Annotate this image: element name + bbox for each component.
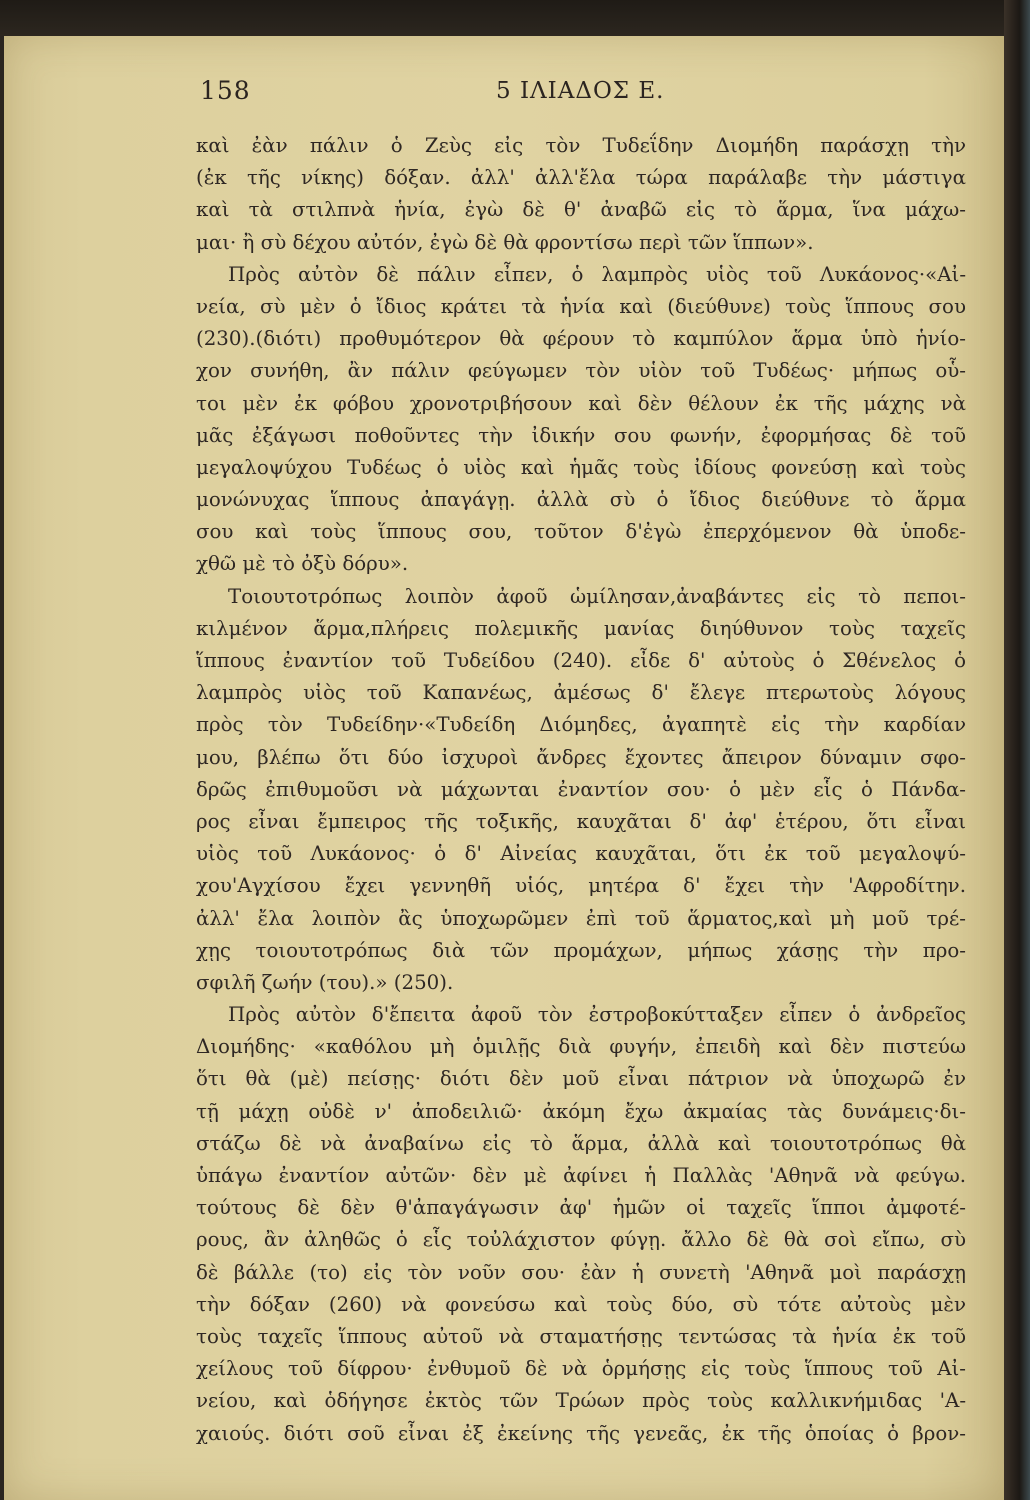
text-line: πρὸς τὸν Τυδείδην·«Τυδείδη Διόμηδες, ἀγαπητὲ εἰς τὴν καρδίαν	[196, 713, 966, 737]
text-line: Τοιουτοτρόπως λοιπὸν ἀφοῦ ὡμίλησαν,ἀναβάντες εἰς τὸ πεποι-	[228, 584, 966, 608]
text-line: τοὺς ταχεῖς ἵππους αὐτοῦ νὰ σταματήσῃς τεντώσας τὰ ἡνία ἐκ τοῦ	[196, 1324, 966, 1348]
binding-edge	[1004, 0, 1030, 1500]
text-line: χῃς τοιουτοτρόπως διὰ τῶν προμάχων, μήπως χάσῃς τὴν προ-	[196, 938, 966, 962]
text-line: ρους, ἂν ἀληθῶς ὁ εἷς τοὐλάχιστον φύγῃ. ἄλλο δὲ θὰ σοὶ εἴπω, σὺ	[196, 1228, 966, 1252]
text-line: χθῶ μὲ τὸ ὀξὺ δόρυ».	[196, 552, 409, 576]
text-line: Πρὸς αὐτὸν δὲ πάλιν εἶπεν, ὁ λαμπρὸς υἱὸς τοῦ Λυκάονος·«Αἰ-	[228, 262, 966, 286]
text-line: μεγαλοψύχου Τυδέως ὁ υἱὸς καὶ ἡμᾶς τοὺς ἰδίους φονεύσῃ καὶ τοὺς	[196, 455, 966, 479]
text-line: μου, βλέπω ὅτι δύο ἰσχυροὶ ἄνδρες ἔχοντες ἄπειρον δύναμιν σφο-	[196, 745, 966, 769]
running-head: 5 ΙΛΙΑΔΟΣ Ε.	[496, 78, 665, 104]
text-line: μαι· ἢ σὺ δέχου αὐτόν, ἐγὼ δὲ θὰ φροντίσω περὶ τῶν ἵππων».	[196, 230, 814, 254]
text-line: (230).(διότι) προθυμότερον θὰ φέρουν τὸ καμπύλον ἅρμα ὑπὸ ἡνίο-	[196, 327, 966, 351]
text-line: ὑπάγω ἐναντίον αὐτῶν· δὲν μὲ ἀφίνει ἡ Παλλὰς 'Αθηνᾶ νὰ φεύγω.	[196, 1164, 966, 1187]
text-line: καὶ ἐὰν πάλιν ὁ Ζεὺς εἰς τὸν Τυδεΐδην Διομήδη παράσχῃ τὴν	[196, 134, 966, 157]
text-line: τοι μὲν ἐκ φόβου χρονοτριβήσουν καὶ δὲν θέλουν ἐκ τῆς μάχης νὰ	[196, 391, 966, 415]
text-line: ὅτι θὰ (μὲ) πείσῃς· διότι δὲν μοῦ εἶναι πάτριον νὰ ὑποχωρῶ ἐν	[196, 1067, 966, 1091]
text-line: χείλους τοῦ δίφρου· ἐνθυμοῦ δὲ νὰ ὁρμήσῃς εἰς τοὺς ἵππους τοῦ Αἰ-	[196, 1357, 966, 1381]
text-line: υἱὸς τοῦ Λυκάονος· ὁ δ' Αἰνείας καυχᾶται, ὅτι ἐκ τοῦ μεγαλοψύ-	[196, 842, 966, 866]
text-body	[196, 130, 966, 1450]
text-line: δρῶς ἐπιθυμοῦσι νὰ μάχωνται ἐναντίον σου· ὁ μὲν εἷς ὁ Πάνδα-	[196, 777, 966, 801]
text-line: χον συνήθη, ἂν πάλιν φεύγωμεν τὸν υἱὸν τοῦ Τυδέως· μήπως οὗ-	[196, 359, 966, 383]
text-line: Πρὸς αὐτὸν δ'ἔπειτα ἀφοῦ τὸν ἐστροβοκύτταξεν εἶπεν ὁ ἀνδρεῖος	[228, 1003, 966, 1027]
text-line: (ἐκ τῆς νίκης) δόξαν. ἀλλ' ἀλλ'ἔλα τώρα παράλαβε τὴν μάστιγα	[196, 166, 966, 190]
text-line: μονώνυχας ἵππους ἀπαγάγῃ. ἀλλὰ σὺ ὁ ἴδιος διεύθυνε τὸ ἅρμα	[196, 488, 966, 512]
text-line: τῇ μάχῃ οὐδὲ ν' ἀποδειλιῶ· ἀκόμη ἔχω ἀκμαίας τὰς δυνάμεις·δι-	[196, 1099, 966, 1123]
text-line: νεία, σὺ μὲν ὁ ἴδιος κράτει τὰ ἡνία καὶ (διεύθυνε) τοὺς ἵππους σου	[196, 294, 966, 318]
page-number: 158	[200, 76, 251, 105]
text-line: τούτους δὲ δὲν θ'ἀπαγάγωσιν ἀφ' ἡμῶν οἱ ταχεῖς ἵπποι ἀμφοτέ-	[196, 1196, 966, 1220]
text-line: χαιούς. διότι σοῦ εἶναι ἐξ ἐκείνης τῆς γενεᾶς, ἐκ τῆς ὁποίας ὁ βρον-	[196, 1421, 966, 1445]
text-line: λαμπρὸς υἱὸς τοῦ Καπανέως, ἀμέσως δ' ἔλεγε πτερωτοὺς λόγους	[196, 681, 966, 705]
text-line: τὴν δόξαν (260) νὰ φονεύσω καὶ τοὺς δύο, σὺ τότε αὐτοὺς μὲν	[196, 1292, 966, 1316]
text-line: Διομήδης· «καθόλου μὴ ὁμιλῇς διὰ φυγήν, ἐπειδὴ καὶ δὲν πιστεύω	[196, 1035, 966, 1059]
text-line: ρος εἶναι ἔμπειρος τῆς τοξικῆς, καυχᾶται δ' ἀφ' ἑτέρου, ὅτι εἶναι	[196, 809, 966, 833]
text-line: καὶ τὰ στιλπνὰ ἡνία, ἐγὼ δὲ θ' ἀναβῶ εἰς τὸ ἅρμα, ἵνα μάχω-	[196, 198, 966, 222]
text-line: σου καὶ τοὺς ἵππους σου, τοῦτον δ'ἐγὼ ἐπερχόμενον θὰ ὑποδε-	[196, 520, 966, 544]
scan-top-border	[0, 0, 1030, 36]
text-line: δὲ βάλλε (το) εἰς τὸν νοῦν σου· ἐὰν ἡ συνετὴ 'Αθηνᾶ μοὶ παράσχῃ	[196, 1260, 966, 1284]
text-line: σφιλῆ ζωήν (του).» (250).	[196, 970, 454, 994]
page-header	[200, 76, 960, 112]
text-line: ἵππους ἐναντίον τοῦ Τυδείδου (240). εἶδε δ' αὐτοὺς ὁ Σθένελος ὁ	[196, 649, 966, 672]
text-line: κιλμένον ἅρμα,πλήρεις πολεμικῆς μανίας διηύθυνον τοὺς ταχεῖς	[196, 616, 966, 640]
text-line: χου'Αγχίσου ἔχει γεννηθῆ υἱός, μητέρα δ' ἔχει τὴν 'Αφροδίτην.	[196, 874, 966, 898]
text-line: ἀλλ' ἔλα λοιπὸν ἂς ὑποχωρῶμεν ἐπὶ τοῦ ἅρματος,καὶ μὴ μοῦ τρέ-	[196, 906, 966, 930]
text-line: νείου, καὶ ὁδήγησε ἐκτὸς τῶν Τρώων πρὸς τοὺς καλλικνήμιδας 'Α-	[196, 1389, 966, 1413]
text-line: μᾶς ἐξάγωσι ποθοῦντες τὴν ἰδικήν σου φωνήν, ἐφορμήσας δὲ τοῦ	[196, 423, 966, 447]
text-line: στάζω δὲ νὰ ἀναβαίνω εἰς τὸ ἅρμα, ἀλλὰ καὶ τοιουτοτρόπως θὰ	[196, 1131, 966, 1155]
